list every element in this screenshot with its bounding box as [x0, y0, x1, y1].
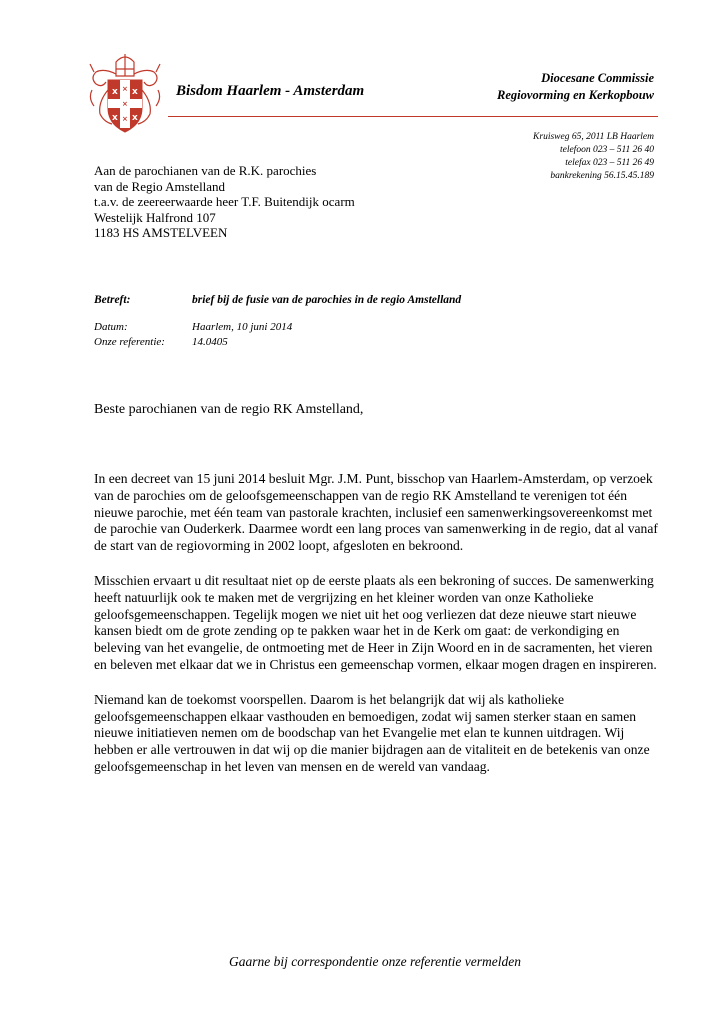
salutation: Beste parochianen van de regio RK Amstelland,	[94, 402, 364, 417]
contact-block	[533, 131, 654, 183]
recipient-line: van de Regio Amstelland	[94, 178, 226, 194]
diocese-name: Bisdom Haarlem - Amsterdam	[176, 83, 365, 99]
svg-text:×: ×	[122, 85, 128, 93]
recipient-line: Westelijk Halfrond 107	[94, 209, 216, 225]
recipient-address	[94, 163, 355, 241]
body-paragraph: Niemand kan de toekomst voorspellen. Daarom is het belangrijk dat wij als katholieke geloofsgemeenschappen elkaar vasthouden en bemoedigen, zodat wij samen sterker staan en samen nieuwe initiatieven nemen om de boodschap van het Evangelie met elan te kunnen uitdragen. Wij hebben er alle vertrouwen in dat wij op die manier bijdragen aan de vitaliteit en de betekenis van onze geloofsgemeenschap in het leven van mensen en de wereld van vandaag.	[94, 691, 650, 774]
footer-note: Gaarne bij correspondentie onze referentie vermelden	[228, 954, 522, 969]
date-value: Haarlem, 10 juni 2014	[192, 321, 293, 333]
svg-text:x: x	[132, 87, 138, 97]
svg-text:x: x	[112, 87, 118, 97]
header-divider	[168, 116, 658, 117]
reference-label: Onze referentie:	[94, 336, 165, 348]
commission-title-line2: Regiovorming en Kerkopbouw	[497, 88, 654, 102]
recipient-line: Aan de parochianen van de R.K. parochies	[94, 163, 317, 178]
recipient-line: 1183 HS AMSTELVEEN	[94, 225, 228, 240]
subject-value: brief bij de fusie van de parochies in de regio Amstelland	[192, 294, 462, 306]
diocese-coat-of-arms-logo	[86, 50, 164, 136]
contact-bank: bankrekening 56.15.45.189	[550, 171, 654, 181]
body-paragraph: Misschien ervaart u dit resultaat niet op de eerste plaats als een bekroning of succes. De samenwerking heeft natuurlijk ook te maken met de vergrijzing en het kleiner worden van onze Katholieke geloofsgemeenschappen. Tegelijk mogen we niet uit het oog verliezen dat deze nieuwe start nieuwe kansen biedt om de grote zending op te pakken waar het in de Kerk om gaat: de verkondiging en beleving van het evangelie, de ontmoeting met de Heer in Zijn Woord en in de sacramenten, het vieren en beleven met elkaar dat we in Christus een gemeenschap vormen, elkaar mogen dragen en inspireren.	[94, 572, 657, 672]
reference-value: 14.0405	[192, 336, 228, 348]
svg-text:×: ×	[122, 115, 128, 123]
recipient-line: t.a.v. de zeereerwaarde heer T.F. Buitendijk ocarm	[94, 194, 355, 209]
date-label: Datum:	[94, 321, 128, 333]
letter-body	[94, 471, 660, 794]
subject-label: Betreft:	[94, 294, 131, 306]
contact-fax: telefax 023 – 511 26 49	[565, 158, 654, 168]
contact-phone: telefoon 023 – 511 26 40	[559, 145, 654, 155]
commission-title	[497, 70, 654, 104]
svg-text:×: ×	[122, 100, 128, 108]
commission-title-line1: Diocesane Commissie	[541, 71, 654, 85]
contact-address: Kruisweg 65, 2011 LB Haarlem	[533, 132, 654, 142]
svg-text:x: x	[112, 113, 118, 123]
svg-text:x: x	[132, 113, 138, 123]
body-paragraph: In een decreet van 15 juni 2014 besluit Mgr. J.M. Punt, bisschop van Haarlem-Amsterdam, op verzoek van de parochies om de geloofsgemeenschappen van de regio RK Amstelland te verenigen tot één nieuwe parochie, met één team van pastorale krachten, inclusief een samenwerkingsovereenkomst met de parochie van Ouderkerk. Daarmee wordt een lang proces van samenwerking in de regio, dat al vanaf de start van de regiovorming in 2002 loopt, afgesloten en bekroond.	[94, 471, 658, 554]
